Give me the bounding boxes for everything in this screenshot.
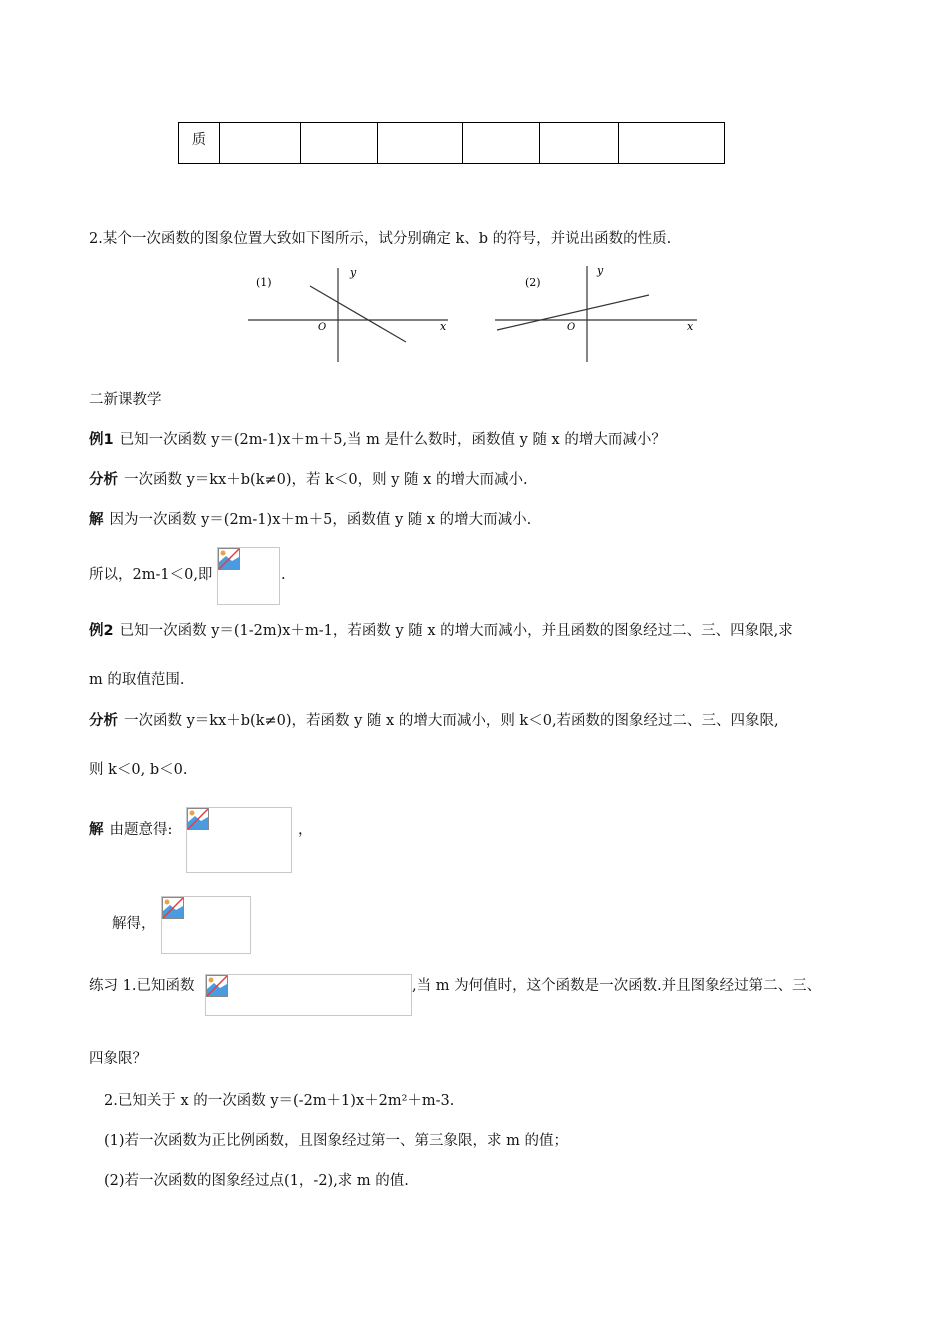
- example-text: 已知一次函数 y＝(1-2m)x＋m-1，若函数 y 随 x 的增大而减小，并且函数的图象经过二、三、四象限,求: [119, 623, 793, 639]
- practice-1-cont: ,当 m 为何值时，这个函数是一次函数.并且图象经过第二、三、: [412, 978, 822, 994]
- broken-image-placeholder: [161, 896, 251, 954]
- comma: ，: [298, 822, 313, 838]
- table-cell: 质: [179, 123, 220, 164]
- example-1-solution: [89, 510, 531, 530]
- broken-image-placeholder: [186, 807, 292, 873]
- result-text: 所以，2m-1＜0,即: [89, 567, 213, 583]
- example-label: 例1: [89, 432, 114, 448]
- practice-2-part-1: (1)若一次函数为正比例函数，且图象经过第一、第三象限，求 m 的值；: [104, 1133, 569, 1149]
- example-1-result: [89, 565, 212, 585]
- broken-image-icon: [206, 975, 228, 997]
- example-2-analysis: [89, 711, 779, 731]
- example-2-solution: [89, 820, 172, 840]
- practice-2-part-2: (2)若一次函数的图象经过点(1，-2),求 m 的值.: [104, 1173, 409, 1189]
- question-2-text: 2.某个一次函数的图象位置大致如下图所示，试分别确定 k、b 的符号，并说出函数的性质.: [89, 231, 672, 247]
- table-cell: [540, 123, 619, 164]
- x-axis-label: x: [440, 320, 447, 333]
- solution-label: 解: [89, 822, 104, 838]
- x-axis-label: x: [687, 320, 694, 333]
- y-axis-label: y: [597, 264, 604, 277]
- property-table: [178, 122, 725, 164]
- table-cell: [619, 123, 725, 164]
- analysis-text: 一次函数 y＝kx＋b(k≠0)，若函数 y 随 x 的增大而减小，则 k＜0,若函数的图象经过二、三、四象限,: [124, 713, 779, 729]
- example-1: [89, 430, 666, 450]
- table-cell: [378, 123, 463, 164]
- example-1-analysis: [89, 470, 528, 490]
- graph-1-label: (1): [256, 276, 272, 289]
- y-axis-label: y: [350, 266, 357, 279]
- broken-image-placeholder: [217, 547, 280, 605]
- example-2-analysis-cont: 则 k＜0, b＜0.: [89, 762, 188, 778]
- table-row: [179, 123, 725, 164]
- example-label: 例2: [89, 623, 114, 639]
- origin-label: O: [318, 322, 327, 333]
- solution-text: 由题意得:: [109, 822, 173, 838]
- broken-image-icon: [218, 548, 240, 570]
- example-2-cont: m 的取值范围.: [89, 672, 185, 688]
- graph-2-label: (2): [525, 276, 541, 289]
- practice-1-start: 练习 1.已知函数: [89, 978, 195, 994]
- analysis-text: 一次函数 y＝kx＋b(k≠0)，若 k＜0，则 y 随 x 的增大而减小.: [124, 472, 528, 488]
- section-title: 二新课教学: [89, 392, 162, 408]
- table-cell: [463, 123, 540, 164]
- solved-text: 解得，: [112, 916, 156, 932]
- period: .: [281, 567, 286, 583]
- example-2: [89, 621, 793, 641]
- table-cell: [220, 123, 301, 164]
- graph-1: [248, 262, 458, 366]
- practice-1-end: 四象限？: [89, 1051, 147, 1067]
- solution-text: 因为一次函数 y＝(2m-1)x＋m＋5，函数值 y 随 x 的增大而减小.: [109, 512, 532, 528]
- example-text: 已知一次函数 y＝(2m-1)x＋m＋5,当 m 是什么数时，函数值 y 随 x 的增大而减小？: [119, 432, 666, 448]
- solution-label: 解: [89, 512, 104, 528]
- graph-2: [493, 262, 705, 366]
- broken-image-icon: [162, 897, 184, 919]
- table-cell: [301, 123, 378, 164]
- origin-label: O: [567, 322, 576, 333]
- practice-2: 2.已知关于 x 的一次函数 y＝(-2m＋1)x＋2m²＋m-3.: [104, 1093, 455, 1109]
- analysis-label: 分析: [89, 472, 118, 488]
- analysis-label: 分析: [89, 713, 118, 729]
- broken-image-placeholder: [205, 974, 412, 1016]
- broken-image-icon: [187, 808, 209, 830]
